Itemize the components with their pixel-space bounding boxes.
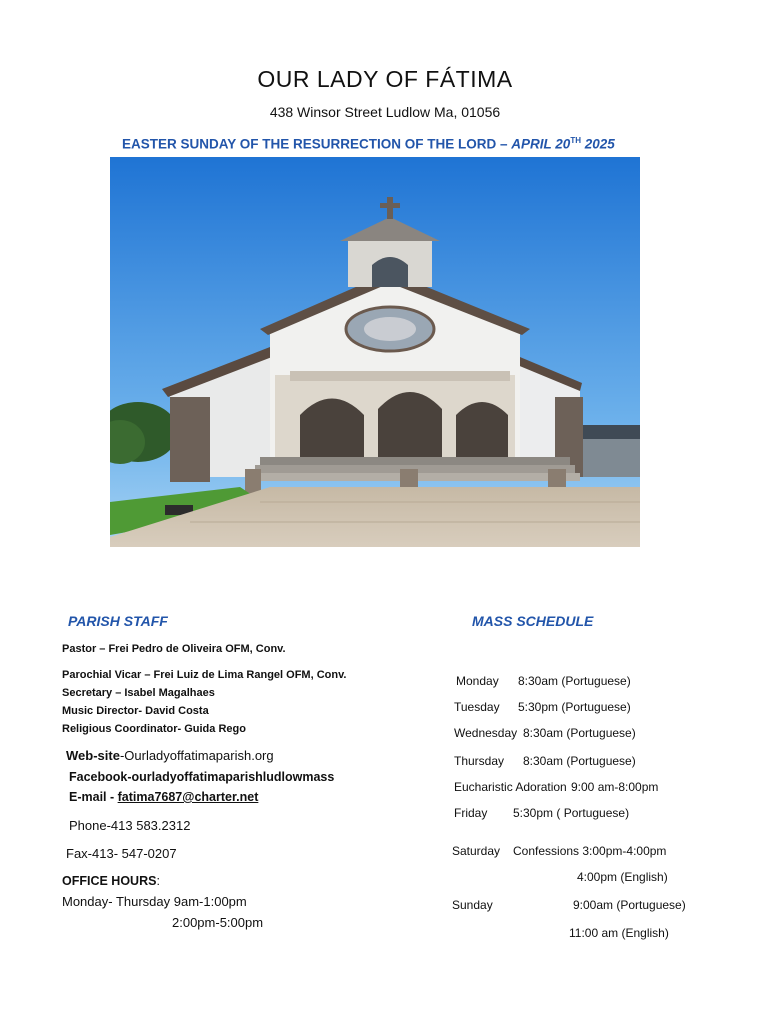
phone-number: Phone-413 583.2312 bbox=[69, 818, 191, 833]
staff-pastor: Pastor – Frei Pedro de Oliveira OFM, Conv. bbox=[62, 643, 286, 655]
page-title: OUR LADY OF FÁTIMA bbox=[257, 66, 513, 92]
fax-number: Fax-413- 547-0207 bbox=[66, 846, 177, 861]
website-link[interactable]: -Ourladyoffatimaparish.org bbox=[119, 748, 274, 763]
easter-year: 2025 bbox=[581, 136, 615, 152]
staff-vicar: Parochial Vicar – Frei Luiz de Lima Rangel OFM, Conv. bbox=[62, 669, 347, 681]
email-line bbox=[69, 790, 258, 804]
mass-time: 4:00pm (English) bbox=[577, 870, 668, 884]
easter-banner bbox=[122, 136, 615, 152]
staff-secretary: Secretary – Isabel Magalhaes bbox=[62, 687, 215, 699]
mass-day: Thursday bbox=[454, 754, 505, 768]
email-label: E-mail - bbox=[69, 790, 118, 804]
mass-day: Tuesday bbox=[454, 700, 500, 714]
mass-time: 8:30am (Portuguese) bbox=[518, 674, 631, 688]
mass-day: Wednesday bbox=[454, 726, 518, 740]
facebook-link[interactable]: Facebook-ourladyoffatimaparishludlowmass bbox=[69, 770, 335, 784]
mass-time: 9:00 am-8:00pm bbox=[571, 780, 659, 794]
mass-time: 9:00am (Portuguese) bbox=[573, 898, 686, 912]
easter-month: APRIL 20 bbox=[511, 136, 571, 152]
mass-time: 8:30am (Portuguese) bbox=[523, 726, 636, 740]
email-link[interactable]: fatima7687@charter.net bbox=[117, 790, 259, 804]
mass-schedule-heading: MASS SCHEDULE bbox=[472, 613, 594, 629]
office-hours-colon: : bbox=[156, 874, 160, 888]
easter-prefix: EASTER SUNDAY OF THE RESURRECTION OF THE LORD – bbox=[122, 136, 512, 152]
office-hours-heading bbox=[62, 874, 160, 888]
mass-time: 8:30am (Portuguese) bbox=[523, 754, 636, 768]
mass-day: Sunday bbox=[452, 898, 493, 912]
mass-time: 5:30pm (Portuguese) bbox=[518, 700, 631, 714]
church-address: 438 Winsor Street Ludlow Ma, 01056 bbox=[269, 104, 501, 120]
office-hours-label: OFFICE HOURS bbox=[62, 874, 157, 888]
easter-sup: TH bbox=[570, 136, 581, 145]
church-photo bbox=[110, 157, 640, 547]
mass-time: Confessions 3:00pm-4:00pm bbox=[513, 844, 667, 858]
mass-time: 5:30pm ( Portuguese) bbox=[513, 806, 630, 820]
mass-day: Friday bbox=[454, 806, 488, 820]
staff-music-director: Music Director- David Costa bbox=[62, 705, 209, 717]
parish-staff-heading: PARISH STAFF bbox=[68, 613, 168, 629]
website-line bbox=[66, 748, 274, 763]
mass-time: 11:00 am (English) bbox=[569, 926, 669, 940]
mass-day: Saturday bbox=[452, 844, 501, 858]
staff-religious-coordinator: Religious Coordinator- Guida Rego bbox=[62, 723, 246, 735]
office-hours-line1: Monday- Thursday 9am-1:00pm bbox=[62, 894, 247, 909]
office-hours-line2: 2:00pm-5:00pm bbox=[172, 915, 264, 930]
mass-day: Monday bbox=[456, 674, 499, 688]
mass-day: Eucharistic Adoration bbox=[454, 780, 567, 794]
website-label: Web-site bbox=[66, 748, 120, 763]
